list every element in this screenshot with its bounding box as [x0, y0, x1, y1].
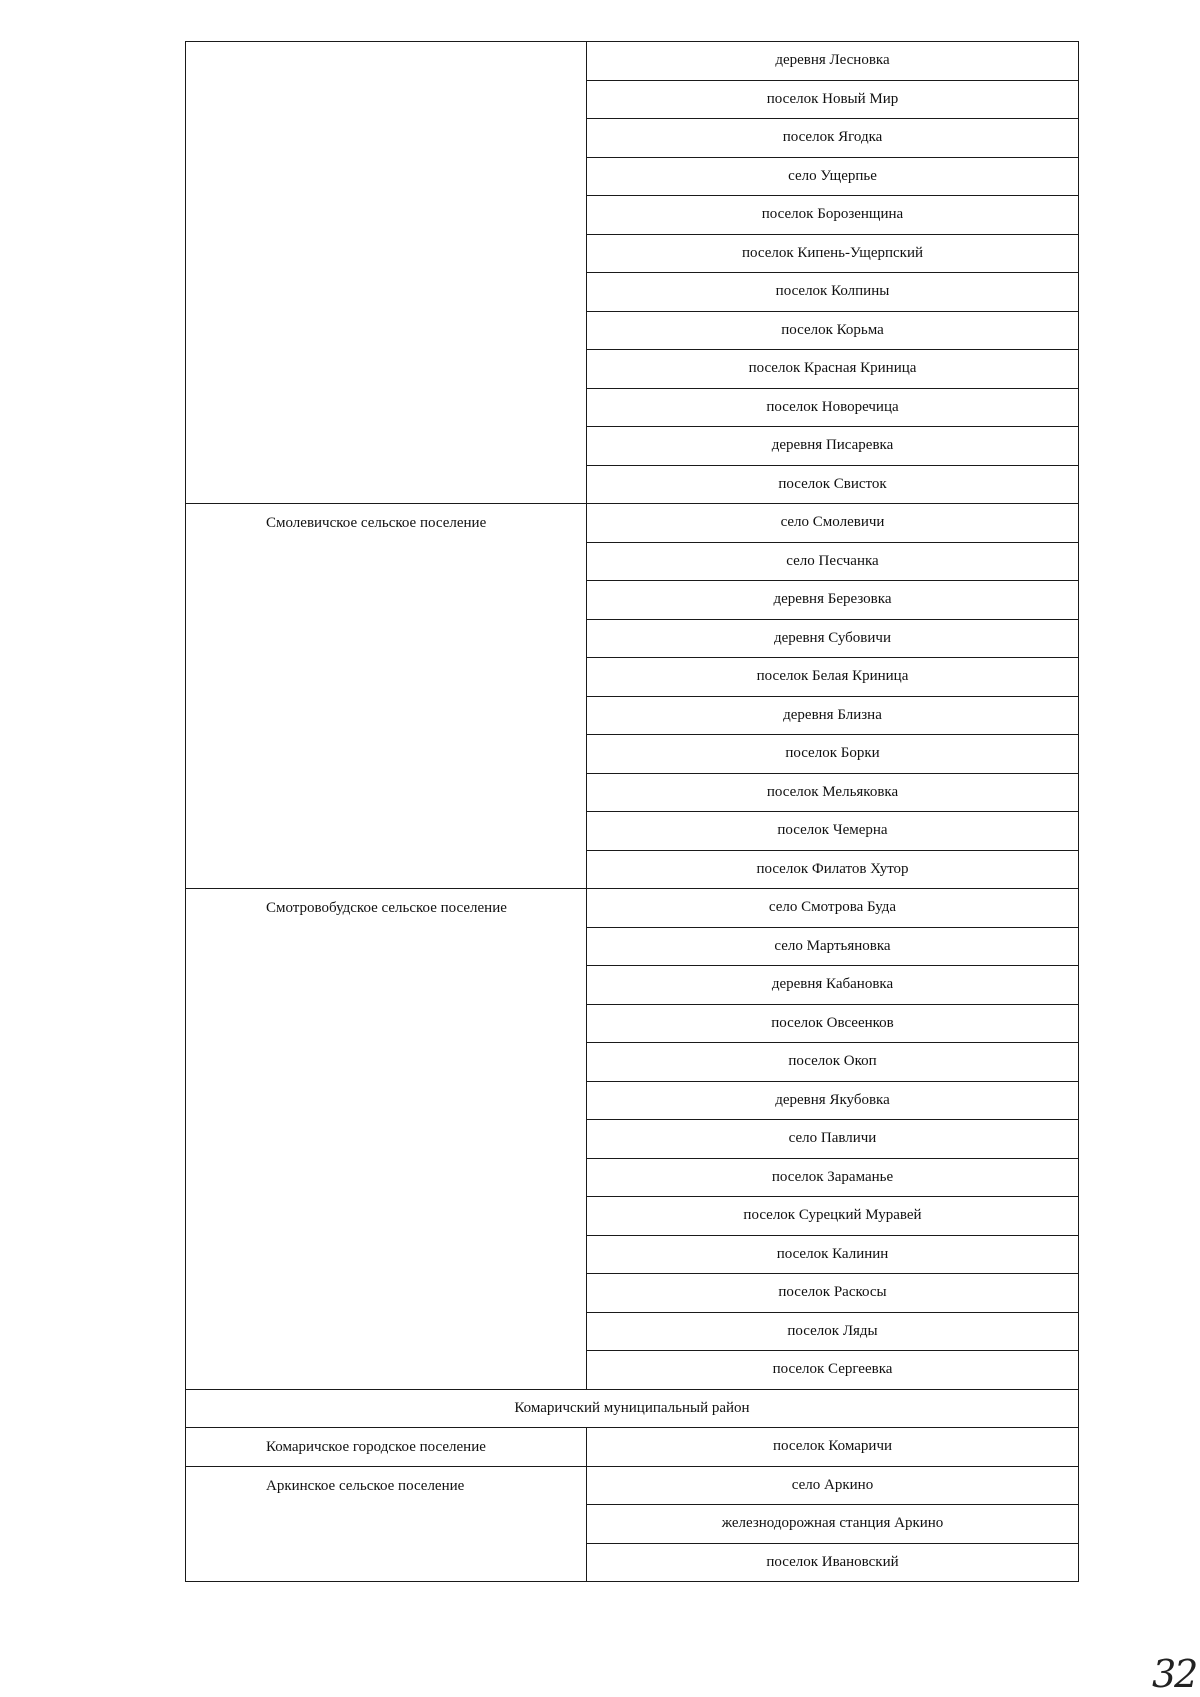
- settlement-name: Смолевичское сельское поселение: [266, 515, 487, 531]
- locality-cell: село Смотрова Буда: [587, 889, 1079, 928]
- locality-cell: деревня Близна: [587, 696, 1079, 735]
- settlement-cell: [186, 1428, 587, 1467]
- table-row: [186, 504, 1079, 543]
- locality-cell: поселок Чемерна: [587, 812, 1079, 851]
- locality-cell: поселок Кипень-Ущерпский: [587, 234, 1079, 273]
- locality-cell: деревня Березовка: [587, 581, 1079, 620]
- locality-cell: село Ущерпье: [587, 157, 1079, 196]
- page-number: 32: [1152, 1652, 1197, 1696]
- table-row: [186, 889, 1079, 928]
- locality-cell: железнодорожная станция Аркино: [587, 1505, 1079, 1544]
- locality-cell: поселок Филатов Хутор: [587, 850, 1079, 889]
- table-row: [186, 1466, 1079, 1505]
- district-row: [186, 1389, 1079, 1428]
- locality-cell: поселок Зараманье: [587, 1158, 1079, 1197]
- locality-cell: деревня Лесновка: [587, 42, 1079, 81]
- locality-cell: поселок Белая Криница: [587, 658, 1079, 697]
- table-row: [186, 42, 1079, 81]
- settlement-name: Смотровобудское сельское поселение: [266, 900, 507, 916]
- locality-cell: поселок Сергеевка: [587, 1351, 1079, 1390]
- locality-cell: село Павличи: [587, 1120, 1079, 1159]
- locality-cell: поселок Колпины: [587, 273, 1079, 312]
- settlement-cell: [186, 504, 587, 889]
- locality-cell: поселок Красная Криница: [587, 350, 1079, 389]
- locality-cell: поселок Мельяковка: [587, 773, 1079, 812]
- locality-cell: деревня Якубовка: [587, 1081, 1079, 1120]
- locality-cell: поселок Сурецкий Муравей: [587, 1197, 1079, 1236]
- locality-cell: деревня Писаревка: [587, 427, 1079, 466]
- locality-cell: село Аркино: [587, 1466, 1079, 1505]
- locality-cell: поселок Ляды: [587, 1312, 1079, 1351]
- locality-cell: поселок Новый Мир: [587, 80, 1079, 119]
- locality-cell: деревня Субовичи: [587, 619, 1079, 658]
- settlement-name: Комаричское городское поселение: [266, 1439, 486, 1455]
- locality-cell: поселок Окоп: [587, 1043, 1079, 1082]
- locality-cell: поселок Борки: [587, 735, 1079, 774]
- settlement-cell: [186, 42, 587, 504]
- locality-cell: село Смолевичи: [587, 504, 1079, 543]
- locality-cell: село Мартьяновка: [587, 927, 1079, 966]
- settlement-cell: [186, 1466, 587, 1582]
- locality-cell: поселок Раскосы: [587, 1274, 1079, 1313]
- locality-cell: поселок Борозенщина: [587, 196, 1079, 235]
- locality-cell: поселок Ягодка: [587, 119, 1079, 158]
- locality-cell: поселок Новоречица: [587, 388, 1079, 427]
- locality-cell: поселок Комаричи: [587, 1428, 1079, 1467]
- settlement-cell: [186, 889, 587, 1390]
- district-name: Комаричский муниципальный район: [186, 1389, 1079, 1428]
- locality-cell: село Песчанка: [587, 542, 1079, 581]
- settlements-table: [185, 41, 1079, 1582]
- table-body: [186, 42, 1079, 1582]
- locality-cell: поселок Ивановский: [587, 1543, 1079, 1582]
- locality-cell: поселок Свисток: [587, 465, 1079, 504]
- table-row: [186, 1428, 1079, 1467]
- locality-cell: деревня Кабановка: [587, 966, 1079, 1005]
- settlement-name: Аркинское сельское поселение: [266, 1477, 465, 1494]
- locality-cell: поселок Овсеенков: [587, 1004, 1079, 1043]
- locality-cell: поселок Калинин: [587, 1235, 1079, 1274]
- locality-cell: поселок Корьма: [587, 311, 1079, 350]
